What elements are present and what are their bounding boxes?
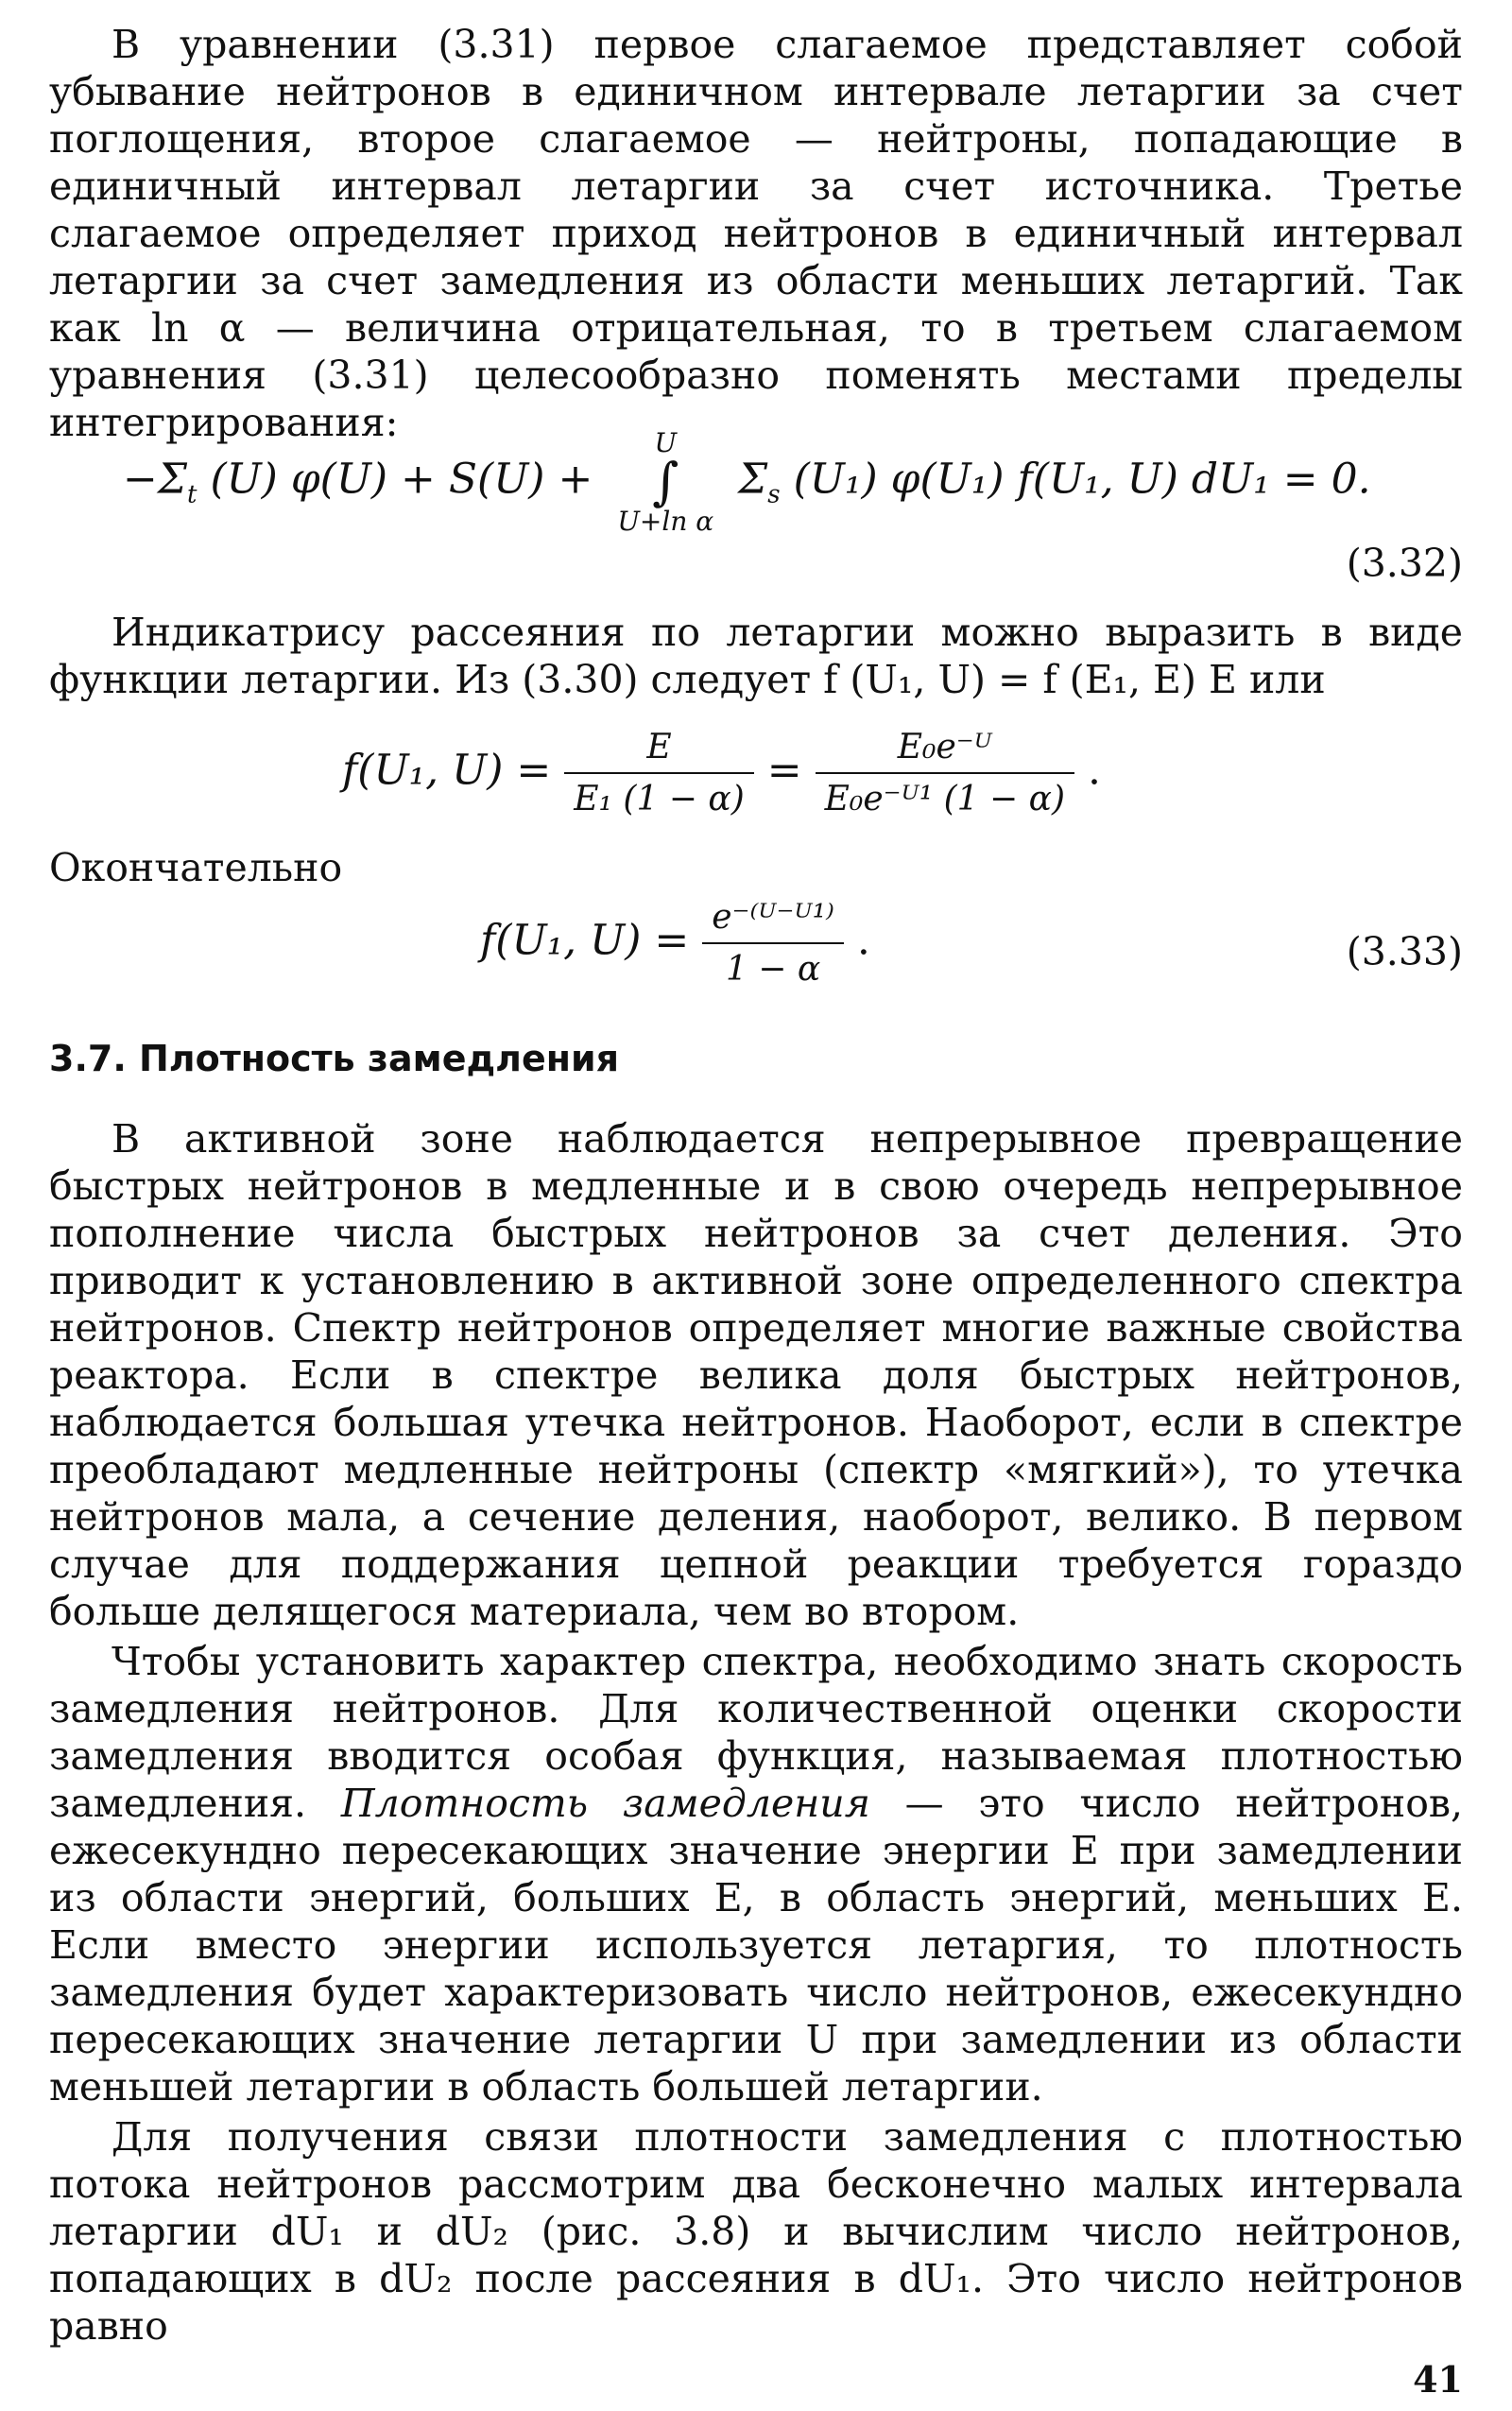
eq332-sub-s: s <box>767 480 781 509</box>
equation-scattering-indicatrix <box>342 728 1101 818</box>
integral-upper-limit: U <box>654 427 678 458</box>
page-number: 41 <box>1413 2358 1463 2401</box>
eq332-sub-t: t <box>186 480 198 509</box>
paragraph-6-block <box>49 2113 1463 2350</box>
eqf-end: . <box>1088 746 1101 795</box>
paragraph-5-block <box>49 1638 1463 2110</box>
paragraph-5-rest: — это число нейтронов, ежесекундно пересекающих значение энергии E при замедлении из области энергий, больших E, в область энергий, меньших E. Если вместо энергии используется летаргия, то плотность замедления будет характеризовать число нейтронов, ежесекундно пересекающих значение летаргии U при замедлении из области меньшей летаргии в область большей летаргии. <box>49 1781 1463 2110</box>
eq333-denominator: 1 − α <box>725 950 821 989</box>
paragraph-1: В уравнении (3.31) первое слагаемое представляет собой убывание нейтронов в единичном интервале летаргии за счет поглощения, второе слагаемое — нейтроны, попадающие в единичный интервал летаргии за счет источника. Третье слагаемое определяет приход нейтронов в единичный интервал летаргии за счет замедления из области меньших летаргий. Так как ln α — величина отрицательная, то в третьем слагаемом уравнения (3.31) целесообразно поменять местами пределы интегрирования: <box>49 22 1463 445</box>
eqf-equals: = <box>766 746 802 795</box>
term-slowing-down-density: Плотность замедления <box>340 1781 870 1826</box>
paragraph-5 <box>49 1638 1463 2110</box>
equation-3-33 <box>480 898 870 989</box>
eqf-fraction-1 <box>564 728 754 818</box>
eqf-fraction-2 <box>816 728 1074 818</box>
paragraph-3: Окончательно <box>49 845 343 890</box>
eqf-frac1-denominator: E₁ (1 − α) <box>574 780 745 818</box>
eq333-fraction <box>702 898 844 989</box>
eqf-frac2-denominator: E₀e⁻ᵁ¹ (1 − α) <box>824 780 1065 818</box>
equation-number-3-33: (3.33) <box>1346 929 1463 974</box>
paragraph-3-block <box>49 844 1463 891</box>
eqf-lhs: f(U₁, U) = <box>342 746 552 795</box>
eq332-integrand: Σ <box>738 455 768 504</box>
section-heading: 3.7. Плотность замедления <box>49 1038 620 1079</box>
paragraph-5-lead: Чтобы установить характер спектра, необходимо знать скорость замедления нейтронов. Для количественной оценки скорости замедления вводится особая функция, называемая плотностью замедления. <box>49 1639 1463 1826</box>
integral-sign <box>617 427 713 537</box>
eq333-lhs: f(U₁, U) = <box>480 916 690 965</box>
eqf-frac2-numerator: E₀e⁻ᵁ <box>816 728 1074 774</box>
paragraph-4-block <box>49 1115 1463 1635</box>
paragraph-2: Индикатрису рассеяния по летаргии можно выразить в виде функции летаргии. Из (3.30) следует f (U₁, U) = f (E₁, E) E или <box>49 610 1463 702</box>
equation-3-32 <box>123 427 1371 537</box>
integral-symbol: ∫ <box>652 452 679 511</box>
eq332-lhs: −Σ <box>123 455 187 504</box>
paragraph-2-block <box>49 609 1463 703</box>
paragraph-6: Для получения связи плотности замедления с плотностью потока нейтронов рассмотрим два бесконечно малых интервала летаргии dU₁ и dU₂ (рис. 3.8) и вычислим число нейтронов, попадающих в dU₂ после рассеяния в dU₁. Это число нейтронов равно <box>49 2114 1463 2349</box>
equation-number-3-32: (3.32) <box>1346 541 1463 586</box>
integral-lower-limit: U+ln α <box>617 506 714 537</box>
eq332-part1: (U) φ(U) + S(U) + <box>210 455 593 504</box>
paragraph-4: В активной зоне наблюдается непрерывное превращение быстрых нейтронов в медленные и в свою очередь непрерывное пополнение числа быстрых нейтронов за счет деления. Это приводит к установлению в активной зоне определенного спектра нейтронов. Спектр нейтронов определяет многие важные свойства реактора. Если в спектре велика доля быстрых нейтронов, наблюдается большая утечка нейтронов. Наоборот, если в спектре преобладают медленные нейтроны (спектр «мягкий»), то утечка нейтронов мала, а сечение деления, наоборот, велико. В первом случае для поддержания цепной реакции требуется гораздо больше делящегося материала, чем во втором. <box>49 1116 1463 1634</box>
eqf-frac1-numerator: E <box>564 728 754 774</box>
paragraph-1-block <box>49 21 1463 446</box>
eq332-part2: (U₁) φ(U₁) f(U₁, U) dU₁ = 0. <box>793 455 1371 504</box>
eq333-numerator: e⁻⁽ᵁ⁻ᵁ¹⁾ <box>702 898 844 944</box>
eq333-end: . <box>856 916 870 965</box>
